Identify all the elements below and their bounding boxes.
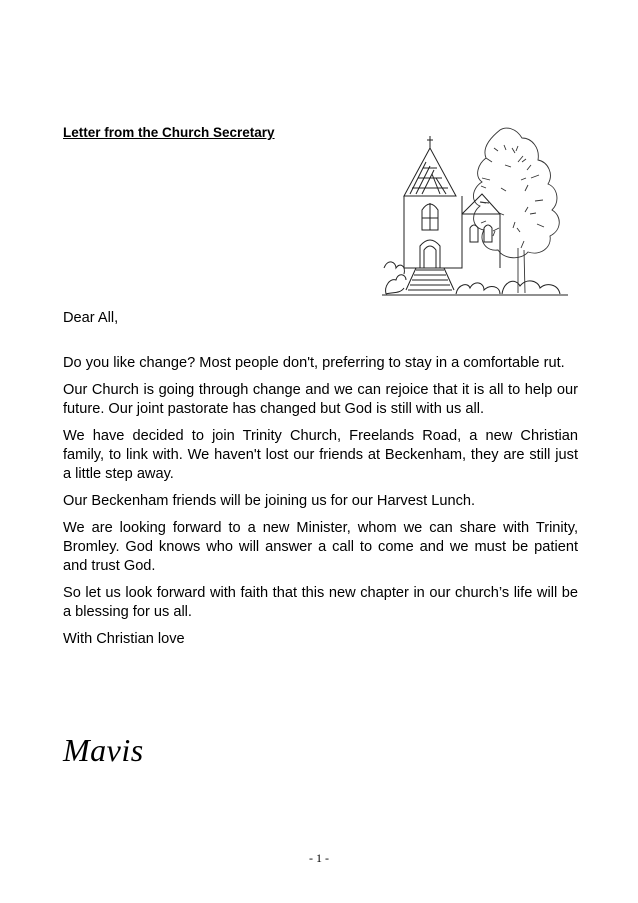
- church-illustration: [382, 118, 572, 298]
- paragraph-new-minister: We are looking forward to a new Minister, whom we can share with Trinity, Bromley. God knows who will answer a call to come and we must be patient and trust God.: [63, 520, 578, 574]
- paragraph-trinity: We have decided to join Trinity Church, Freelands Road, a new Christian family, to link with. We haven't lost our friends at Beckenham, they are still just a little step away.: [63, 428, 578, 482]
- page-title: Letter from the Church Secretary: [63, 125, 275, 140]
- closing: With Christian love: [63, 631, 185, 647]
- paragraph-new-chapter: So let us look forward with faith that this new chapter in our church’s life will be a blessing for us all.: [63, 585, 578, 620]
- page-number: - 1 -: [309, 851, 329, 865]
- letter-body: [63, 309, 578, 657]
- greeting: Dear All,: [63, 310, 119, 326]
- paragraph-church-change: Our Church is going through change and we can rejoice that it is all to help our future. Our joint pastorate has changed but God is still with us all.: [63, 382, 578, 417]
- signature: Mavis: [63, 732, 144, 768]
- paragraph-change: Do you like change? Most people don't, preferring to stay in a comfortable rut.: [63, 355, 565, 371]
- paragraph-harvest-lunch: Our Beckenham friends will be joining us for our Harvest Lunch.: [63, 493, 476, 509]
